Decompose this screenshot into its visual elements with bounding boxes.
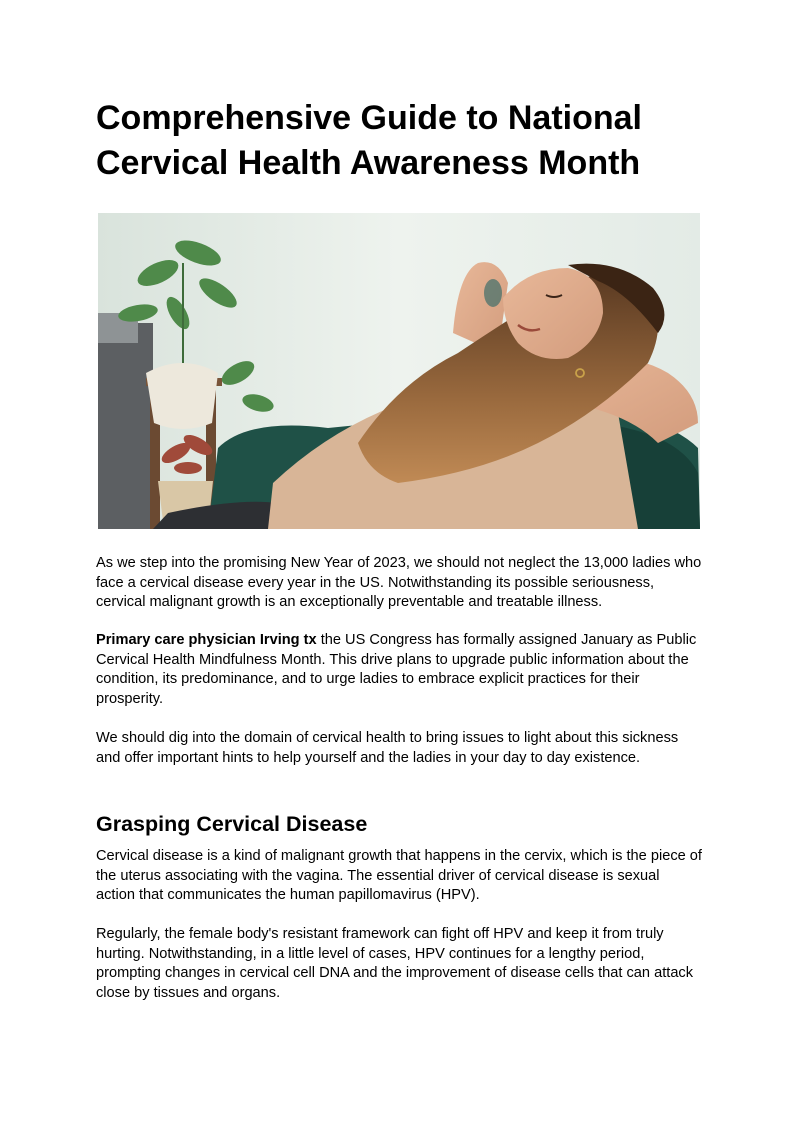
dig-paragraph: We should dig into the domain of cervical health to bring issues to light about this sickness and offer important hints to help yourself and the ladies in your day to day existence.: [96, 730, 679, 766]
intro-paragraph: As we step into the promising New Year of 2023, we should not neglect the 13,000 ladies who face a cervical disease every year in the US. Notwithstanding its possible seriousness, cervical malignant growth is an exceptionally preventable and treatable illness.: [96, 555, 702, 610]
immune-paragraph: Regularly, the female body's resistant framework can fight off HPV and keep it from truly hurting. Notwithstanding, in a little level of cases, HPV continues for a lengthy period, prompting changes in cervical cell DNA and the improvement of disease cells that can attack close by tissues and organs.: [96, 926, 694, 1001]
article-title: [96, 96, 702, 186]
title-line-2: Cervical Health Awareness Month: [96, 144, 641, 182]
congress-paragraph-bold: Primary care physician Irving tx: [96, 632, 317, 648]
title-line-1: Comprehensive Guide to National: [96, 99, 642, 137]
congress-paragraph: [96, 631, 702, 709]
congress-paragraph-text: the US Congress has formally assigned January as Public Cervical Health Mindfulness Month. This drive plans to upgrade public information about the condition, its predominance, and to urge ladies to embrace explicit practices for their prosperity.: [96, 632, 697, 707]
section-heading: Grasping Cervical Disease: [96, 812, 368, 836]
definition-paragraph: Cervical disease is a kind of malignant growth that happens in the cervix, which is the piece of the uterus associating with the vagina. The essential driver of cervical disease is sexual action that communicates the human papillomavirus (HPV).: [96, 848, 702, 903]
hero-photo: [98, 213, 700, 529]
